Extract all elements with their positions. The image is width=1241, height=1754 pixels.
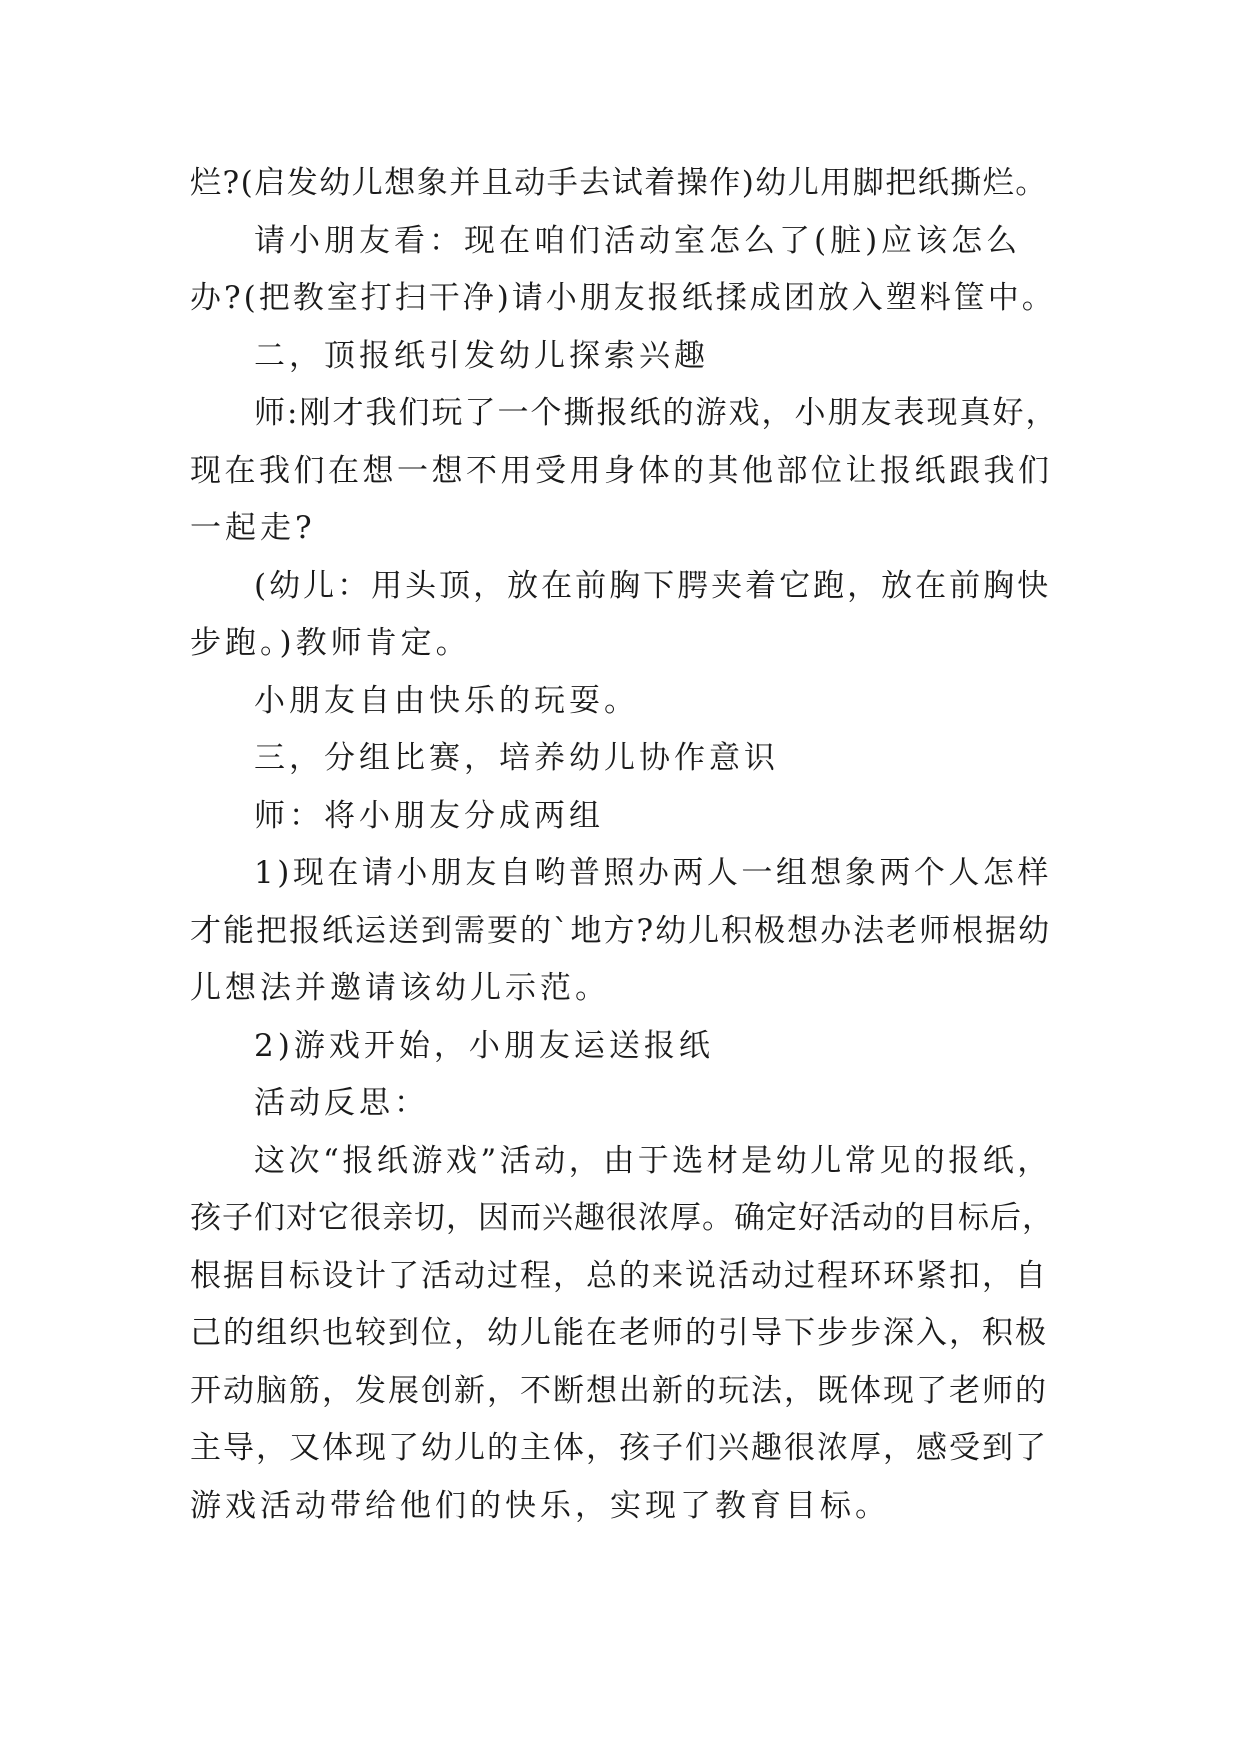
text-line: 己的组织也较到位，幼儿能在老师的引导下步步深入，积极 bbox=[190, 1315, 1048, 1351]
text-line: 儿想法并邀请该幼儿示范。 bbox=[190, 970, 610, 1006]
text-line: 小朋友自由快乐的玩耍。 bbox=[254, 682, 639, 719]
text-line: 主导，又体现了幼儿的主体，孩子们兴趣很浓厚，感受到了 bbox=[190, 1430, 1048, 1466]
text-line: 游戏活动带给他们的快乐，实现了教育目标。 bbox=[190, 1487, 890, 1524]
text-line: 师:刚才我们玩了一个撕报纸的游戏，小朋友表现真好， bbox=[254, 395, 1059, 431]
text-line: (幼儿：用头顶，放在前胸下腭夹着它跑，放在前胸快 bbox=[254, 567, 1052, 604]
text-line: 一起走? bbox=[190, 510, 316, 546]
document-body bbox=[190, 155, 1058, 1535]
text-line: 孩子们对它很亲切，因而兴趣很浓厚。确定好活动的目标后， bbox=[190, 1200, 1054, 1236]
text-line: 2)游戏开始，小朋友运送报纸 bbox=[254, 1027, 714, 1064]
text-line: 才能把报纸运送到需要的`地方?幼儿积极想办法老师根据幼 bbox=[190, 912, 1052, 949]
text-line: 办?(把教室打扫干净)请小朋友报纸揉成团放入塑料筐中。 bbox=[190, 280, 1056, 316]
text-line: 活动反思： bbox=[254, 1085, 429, 1121]
text-line: 三，分组比赛，培养幼儿协作意识 bbox=[254, 740, 779, 776]
text-line: 这次“报纸游戏”活动，由于选材是幼儿常见的报纸， bbox=[254, 1142, 1052, 1179]
text-line: 根据目标设计了活动过程，总的来说活动过程环环紧扣，自 bbox=[190, 1257, 1048, 1294]
text-line: 二，顶报纸引发幼儿探索兴趣 bbox=[254, 337, 709, 374]
text-line: 师：将小朋友分成两组 bbox=[254, 797, 604, 834]
text-line: 现在我们在想一想不用受用身体的其他部位让报纸跟我们 bbox=[190, 452, 1053, 489]
text-line: 烂?(启发幼儿想象并且动手去试着操作)幼儿用脚把纸撕烂。 bbox=[190, 165, 1048, 201]
text-line: 开动脑筋，发展创新，不断想出新的玩法，既体现了老师的 bbox=[190, 1372, 1048, 1409]
text-line: 1)现在请小朋友自哟普照办两人一组想象两个人怎样 bbox=[254, 855, 1052, 891]
text-line: 步跑。)教师肯定。 bbox=[190, 625, 471, 661]
text-line: 请小朋友看：现在咱们活动室怎么了(脏)应该怎么 bbox=[254, 222, 1022, 259]
